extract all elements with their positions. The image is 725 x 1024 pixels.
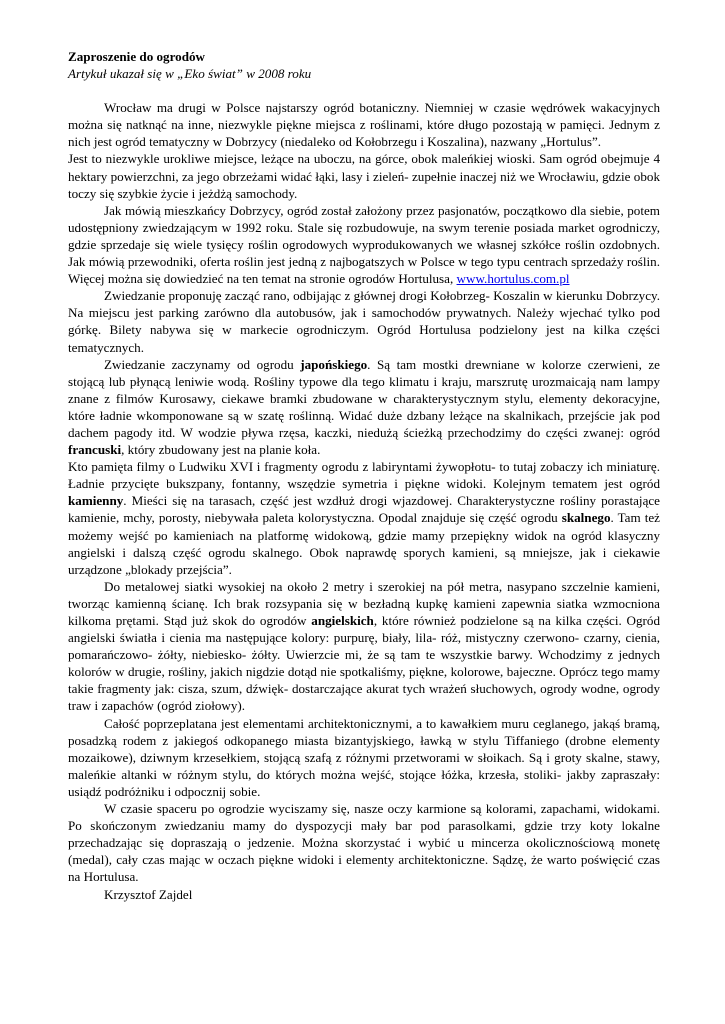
paragraph-6: [68, 458, 660, 578]
paragraph-9: W czasie spaceru po ogrodzie wyciszamy się, nasze oczy karmione są kolorami, zapachami, widokami. Po skończonym zwiedzaniu mamy do dyspozycji mały bar pod parasolkami, gdzie trzy koty lokalne przechadzając się dopraszają o jedzenie. Można skorzystać i wybić u mincerza okolicznościową monetę (medal), cały czas mając w oczach piękne widoki i elementy architektoniczne. Sądzę, że warto poświęcić czas na Hortulusa.: [68, 801, 660, 885]
paragraph-5-text-c: . Są tam mostki drewniane w kolorze czerwieni, ze stojącą lub płynącą leniwie wodą. Rośliny typowe dla tego klimatu i kraju, marszrutę urozmaicają nam lampy znane z filmów Kurosawy, ciekawe bramki zbudowane w charakterystycznym stylu, elementy dekoracyjne, które ładnie wkomponowane są w szatę roślinną. Widać duże dzbany leżące na skalnikach, przejście jak pod dachem pagody itd. W wodzie pływa rzęsa, kaczki, niedużą ścieżką przechodzimy do części zwanej: ogród: [68, 356, 660, 440]
document-page: [68, 48, 660, 903]
paragraph-7-text-a: Do metalowej siatki wysokiej na około 2 metry i szerokiej na pół metra, nasypano szczelnie kamieni, tworząc kamienną ścianę. Ich brak rozsypania się w bezładną kupkę kamieni zapewnia siatka wzmocniona kilkoma prętami. Stąd już skok do ogrodów: [68, 578, 660, 628]
paragraph-3: [68, 202, 660, 287]
article-title: Zaproszenie do ogrodów: [68, 49, 206, 64]
paragraph-3-text: Jak mówią mieszkańcy Dobrzycy, ogród został założony przez pasjonatów, początkowo dla siebie, potem udostępniony zwiedzającym w 1992 roku. Stale się rozbudowuje, na swym terenie posiada market ogrodniczy, gdzie sprzedaje się wiele tysięcy roślin ogrodowych wyprodukowanych we własnej szkółce roślin ozdobnych. Jak mówią przewodniki, oferta roślin jest jedną z najbogatszych w Polsce w tego typu centrach sprzedaży roślin. Więcej można się dowiedzieć na ten temat na stronie ogrodów Hortulusa,: [68, 202, 660, 287]
paragraph-5: [68, 356, 660, 459]
english-garden-term: angielskich: [311, 613, 374, 628]
rock-garden-term: skalnego: [561, 510, 611, 526]
paragraph-6-text-a: Kto pamięta filmy o Ludwiku XVI i fragmenty ogrodu z labiryntami żywopłotu- to tutaj zobaczy ich miniaturę. Ładnie przycięte bukszpany, fontanny, wszędzie symetria i piękne widoki. Kolejnym tematem jest ogród: [68, 459, 660, 492]
paragraph-7: [68, 578, 660, 715]
paragraph-1: Wrocław ma drugi w Polsce najstarszy ogród botaniczny. Niemniej w czasie wędrówek wakacyjnych można się natknąć na inne, niezwykle piękne miejsca z roślinami, które długo pozostają w pamięci. Jednym z nich jest ogród tematyczny w Dobrzycy (niedaleko od Kołobrzegu i Koszalina), nazwany „Hortulus”.: [68, 100, 660, 150]
paragraph-6-text-c: . Mieści się na tarasach, część jest wzdłuż drogi wjazdowej. Charakterystyczne rośliny porastające kamienie, mchy, porosty, niebywała paleta kolorystyczna. Opodal znajduje się część ogrodu: [68, 493, 660, 526]
paragraph-4: Zwiedzanie proponuję zacząć rano, odbijając z głównej drogi Kołobrzeg- Koszalin w kierunku Dobrzycy. Na miejscu jest parking zarówno dla autobusów, jak i samochodów prywatnych. Należy wjechać tylko pod górkę. Bilety nabywa się w markecie ogrodniczym. Ogród Hortulusa podzielony jest na kilka części tematycznych.: [68, 288, 660, 355]
paragraph-2: Jest to niezwykle urokliwe miejsce, leżące na uboczu, na górce, obok maleńkiej wioski. Sam ogród obejmuje 4 hektary powierzchni, za jego obrzeżami widać łąki, lasy i zieleń- zupełnie inaczej niż we Wrocławiu, gdzie obok toczy się szybkie życie i jeżdżą samochody.: [68, 151, 660, 201]
french-garden-term: francuski: [68, 442, 122, 458]
article-subtitle: Artykuł ukazał się w „Eko świat” w 2008 roku: [68, 66, 312, 82]
paragraph-6-text-e: . Tam też możemy wejść po kamieniach na platformę widokową, gdzie mamy przepiękny widok na ogród klasyczny angielski i dalszą część ogrodu skalnego. Obok naprawdę sporych kamieni, są mniejsze, jak i ciekawie urządzone „blokady przejścia”.: [68, 510, 660, 577]
hortulus-website-link[interactable]: www.hortulus.com.pl: [456, 271, 570, 287]
author-signature: Krzysztof Zajdel: [104, 886, 193, 902]
paragraph-5-text-e: , który zbudowany jest na planie koła.: [121, 442, 321, 458]
stone-garden-term: kamienny: [68, 493, 124, 509]
paragraph-7-text-c: , które również podzielone są na kilka części. Ogród angielski światła i cienia ma następujące kolory: purpurę, biały, lila- róż, mistyczny czerwono- czarny, cienia, pomarańczowo- żółty, niebiesko- żółty. Uwierzcie mi, że są tam te wszystkie barwy. Wchodzimy z jednych kolorów w drugie, rośliny, jakich nigdzie dotąd nie spotkaliśmy, piękne, kolorowe, bajeczne. Oprócz tego mamy takie fragmenty jak: cisza, szum, dźwięk- dostarczające akurat tych wrażeń słuchowych, ogrody wodne, ogrody traw i zapachów (ogród ziołowy).: [68, 613, 660, 714]
paragraph-8: Całość poprzeplatana jest elementami architektonicznymi, a to kawałkiem muru ceglanego, jakąś bramą, posadzką rodem z jakiegoś odkopanego miasta bizantyjskiego, ławką w stylu Tiffaniego (drobne elementy mozaikowe), dziwnym krzesełkiem, stojącą szafą z różnymi przetworami w słoikach. Są i groty skalne, stawy, maleńkie altanki w różnym stylu, do których można wejść, stojące łóżka, krzesła, stoliki- jakby zapraszały: usiądź podróżniku i odpocznij sobie.: [68, 715, 660, 799]
paragraph-5-text-a: Zwiedzanie zaczynamy od ogrodu: [104, 356, 301, 372]
japanese-garden-term: japońskiego: [300, 356, 368, 372]
